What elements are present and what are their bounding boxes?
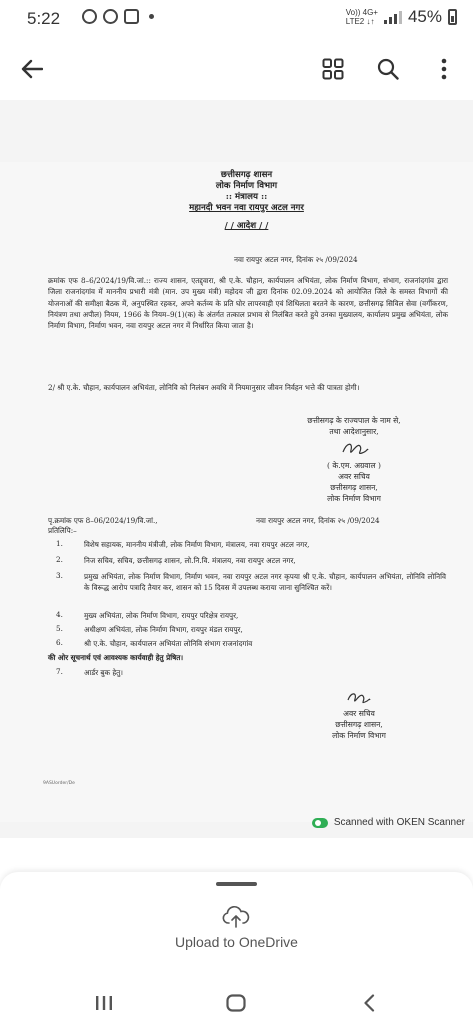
cloud-upload-icon[interactable] — [222, 905, 250, 929]
chrome-icon — [103, 9, 118, 24]
copy-item-4: मुख्य अभियंता, लोक निर्माण विभाग, रायपुर परिक्षेत्र रायपुर, — [84, 611, 239, 620]
back-chevron-icon — [363, 994, 375, 1012]
more-notifications-dot-icon — [149, 14, 154, 19]
status-time: 5:22 — [27, 9, 61, 28]
signal-icon — [384, 10, 402, 24]
header-line-4: महानदी भवन नवा रायपुर अटल नगर — [189, 203, 304, 213]
whatsapp-icon — [82, 9, 97, 24]
search-button[interactable] — [367, 48, 409, 90]
nav-back-button[interactable] — [349, 986, 389, 1020]
copy-to-label: प्रतिलिपि:– — [48, 526, 77, 535]
nav-home-button[interactable] — [216, 986, 256, 1020]
paragraph-1: क्रमांक एफ 8–6/2024/19/वि.जां.:: राज्य शासन, एतद्द्वारा, श्री ए.के. चौहान, कार्यपालन अभियंता, लोक निर्माण विभाग, संभाग, राजनांदगांव द्वारा जिला राजनांदगांव में माननीय प्रभारी मंत्री (मान. उप मुख्य मंत्री) महोदय जी द्वारा दिनांक 02.09.2024 को आयोजित जिले के समस्त विभागों की योजनाओं की समीक्षा बैठक में, अनुपस्थित रहकर, अपने कर्तव्य के प्रति घोर लापरवाही एवं शिथिलता बरतने के कारण, छत्तीसगढ़ सिविल सेवा (वर्गीकरण, नियंत्रण तथा अपील) नियम, 1966 के नियम–9(1)(क) के अंतर्गत तत्काल प्रभाव से निलंबित करते हुये उनका मुख्यालय, कार्यालय प्रमुख अभियंता, लोक निर्माण विभाग, निर्माण भवन, नवा रायपुर अटल नगर में निर्धारित किया जाता है। — [48, 276, 448, 331]
back-arrow-icon — [21, 59, 43, 79]
scanner-badge: Scanned with OKEN Scanner — [312, 817, 465, 828]
signature-block-1: छत्तीसगढ़ के राज्यपाल के नाम से, तथा आदेशानुसार, ( के.एम. अग्रवाल ) अवर सचिव छत्तीसगढ़ शासन, लोक निर्माण विभाग — [307, 416, 401, 503]
document-header — [44, 170, 449, 232]
endorsement-date: नवा रायपुर अटल नगर, दिनांक २५ /09/2024 — [256, 516, 380, 525]
copy-item-5: अधीक्षण अभियंता, लोक निर्माण विभाग, रायपुर मंडल रायपुर, — [84, 625, 243, 634]
photo-icon — [124, 9, 139, 24]
sheet-drag-handle[interactable] — [216, 882, 257, 886]
copy-item-2: निज सचिव, सचिव, छत्तीसगढ़ शासन, लो.नि.वि. मंत्रालय, नवा रायपुर अटल नगर, — [84, 556, 296, 565]
order-date: नवा रायपुर अटल नगर, दिनांक २५ /09/2024 — [234, 255, 358, 264]
bottom-sheet — [0, 872, 473, 1024]
more-vert-icon — [441, 58, 447, 80]
copy-item-3: प्रमुख अभियंता, लोक निर्माण विभाग, निर्माण भवन, नवा रायपुर अटल नगर कृपया श्री ए.के. चौहान, कार्यपालन अभियंता, लोनिवि लोनिवि के विरूद्ध आरोप पत्रादि तैयार कर, शासन को 15 दिवस में उपलब्ध कराया जाना सुनिश्चित करें। — [84, 572, 446, 592]
header-line-1: छत्तीसगढ़ शासन — [220, 170, 273, 180]
more-options-button[interactable] — [423, 48, 465, 90]
header-line-3: :: मंत्रालय :: — [225, 192, 268, 202]
document-page[interactable]: छत्तीसगढ़ शासन लोक निर्माण विभाग :: मंत्रालय :: महानदी भवन नवा रायपुर अटल नगर / / आदेश / / नवा रायपुर अटल नगर, दिनांक २५ /09/2024 क्रमांक एफ 8–6/2024/19/वि.जां.:: राज्य शासन, एतद्द्वारा, श्री ए.के. चौहान, कार्यपालन अभियंता, लोक निर्माण विभाग, संभाग, राजनांदगांव द्वारा जिला राजनांदगांव में माननीय प्रभारी मंत्री (मान. उप मुख्य मंत्री) महोदय जी द्वारा दिनांक 02.09.2024 को आयोजित जिले के समस्त विभागों की योजनाओं की समीक्षा बैठक में, अनुपस्थित रहकर, अपने कर्तव्य के प्रति घोर लापरवाही एवं शिथिलता बरतने के कारण, छत्तीसगढ़ सिविल सेवा (वर्गीकरण, नियंत्रण तथा अपील) नियम, 1966 के नियम–9(1)(क) के अंतर्गत तत्काल प्रभाव से निलंबित करते हुये उनका मुख्यालय, कार्यालय प्रमुख अभियंता, लोक निर्माण विभाग, निर्माण भवन, नवा रायपुर अटल नगर में निर्धारित किया जाता है। 2/ श्री ए.के. चौहान, कार्यपालन अभियंता, लोनिवि को निलंबन अवधि में नियमानुसार जीवन निर्वहन भत्ते की पात्रता होगी। छत्तीसगढ़ के राज्यपाल के नाम से, तथा आदेशानुसार, ( के.एम. अग्रवाल ) अवर सचिव छत्तीसगढ़ शासन, लोक निर्माण विभाग पृ.क्रमांक एफ 8–06/2024/19/वि.जां., नवा रायपुर अटल नगर, दिनांक २५ /09/2024 प्रतिलिपि:– 1. विशेष सहायक, माननीय मंत्रीजी, लोक निर्माण विभाग, मंत्रालय, नवा रायपुर अटल नगर, 2. निज सचिव, सचिव, छत्तीसगढ़ शासन, लो.नि.वि. मंत्रालय, नवा रायपुर अटल नगर, 3. प्रमुख अभियंता, लोक निर्माण विभाग, निर्माण भवन, नवा रायपुर अटल नगर कृपया श्री ए.के. चौहान, कार्यपालन अभियंता, लोनिवि लोनिवि के विरूद्ध आरोप पत्रादि तैयार कर, शासन को 15 दिवस में उपलब्ध कराया जाना सुनिश्चित करें। 4. मुख्य अभियंता, लोक निर्माण विभाग, रायपुर परिक्षेत्र रायपुर, 5. अधीक्षण अभियंता, लोक निर्माण विभाग, रायपुर मंडल रायपुर, 6. श्री ए.के. चौहान, कार्यपालन अभियंता लोनिवि संभाग राजनांदगांव की ओर सूचनार्थ एवं आवश्यक कार्यवाही हेतु प्रेषित। 7. आर्डर बुक हेतु। अवर सचिव छत्तीसगढ़ शासन, लोक निर्माण विभाग 9ASUorder/De — [0, 162, 473, 822]
status-bar — [0, 0, 473, 38]
battery-percent: 45% — [407, 7, 442, 26]
oken-logo-icon — [312, 818, 328, 828]
copy-item-1: विशेष सहायक, माननीय मंत्रीजी, लोक निर्माण विभाग, मंत्रालय, नवा रायपुर अटल नगर, — [84, 540, 310, 549]
copy-item-6: श्री ए.के. चौहान, कार्यपालन अभियंता लोनिवि संभाग राजनांदगांव — [84, 639, 253, 648]
signature-mark-2 — [344, 688, 374, 708]
system-nav-bar — [0, 984, 473, 1024]
endorsement-number: पृ.क्रमांक एफ 8–06/2024/19/वि.जां., — [48, 516, 158, 525]
top-app-bar — [0, 38, 473, 100]
info-line: की ओर सूचनार्थ एवं आवश्यक कार्यवाही हेतु प्रेषित। — [48, 653, 184, 662]
notification-icons — [82, 9, 154, 24]
paragraph-2: 2/ श्री ए.के. चौहान, कार्यपालन अभियंता, लोनिवि को निलंबन अवधि में नियमानुसार जीवन निर्वहन भत्ते की पात्रता होगी। — [48, 383, 360, 392]
footer-code: 9ASUorder/De — [43, 781, 75, 786]
signature-mark — [337, 438, 371, 460]
signature-block-2: अवर सचिव छत्तीसगढ़ शासन, लोक निर्माण विभाग — [294, 688, 424, 741]
copy-item-7: आर्डर बुक हेतु। — [84, 668, 123, 677]
grid-view-icon — [322, 58, 344, 80]
nav-recents-button[interactable] — [84, 986, 124, 1020]
search-icon — [377, 58, 399, 80]
grid-view-button[interactable] — [312, 48, 354, 90]
network-indicator: Vo)) 4G+ LTE2 ↓↑ — [345, 8, 378, 26]
back-button[interactable] — [11, 48, 53, 90]
header-order-title: / / आदेश / / — [224, 221, 269, 231]
battery-icon — [448, 9, 457, 25]
home-icon — [226, 994, 246, 1012]
status-right — [346, 7, 457, 27]
recents-icon — [95, 995, 113, 1011]
document-viewer[interactable] — [0, 100, 473, 838]
header-line-2: लोक निर्माण विभाग — [215, 181, 278, 191]
upload-to-onedrive-button[interactable]: Upload to OneDrive — [175, 934, 298, 950]
